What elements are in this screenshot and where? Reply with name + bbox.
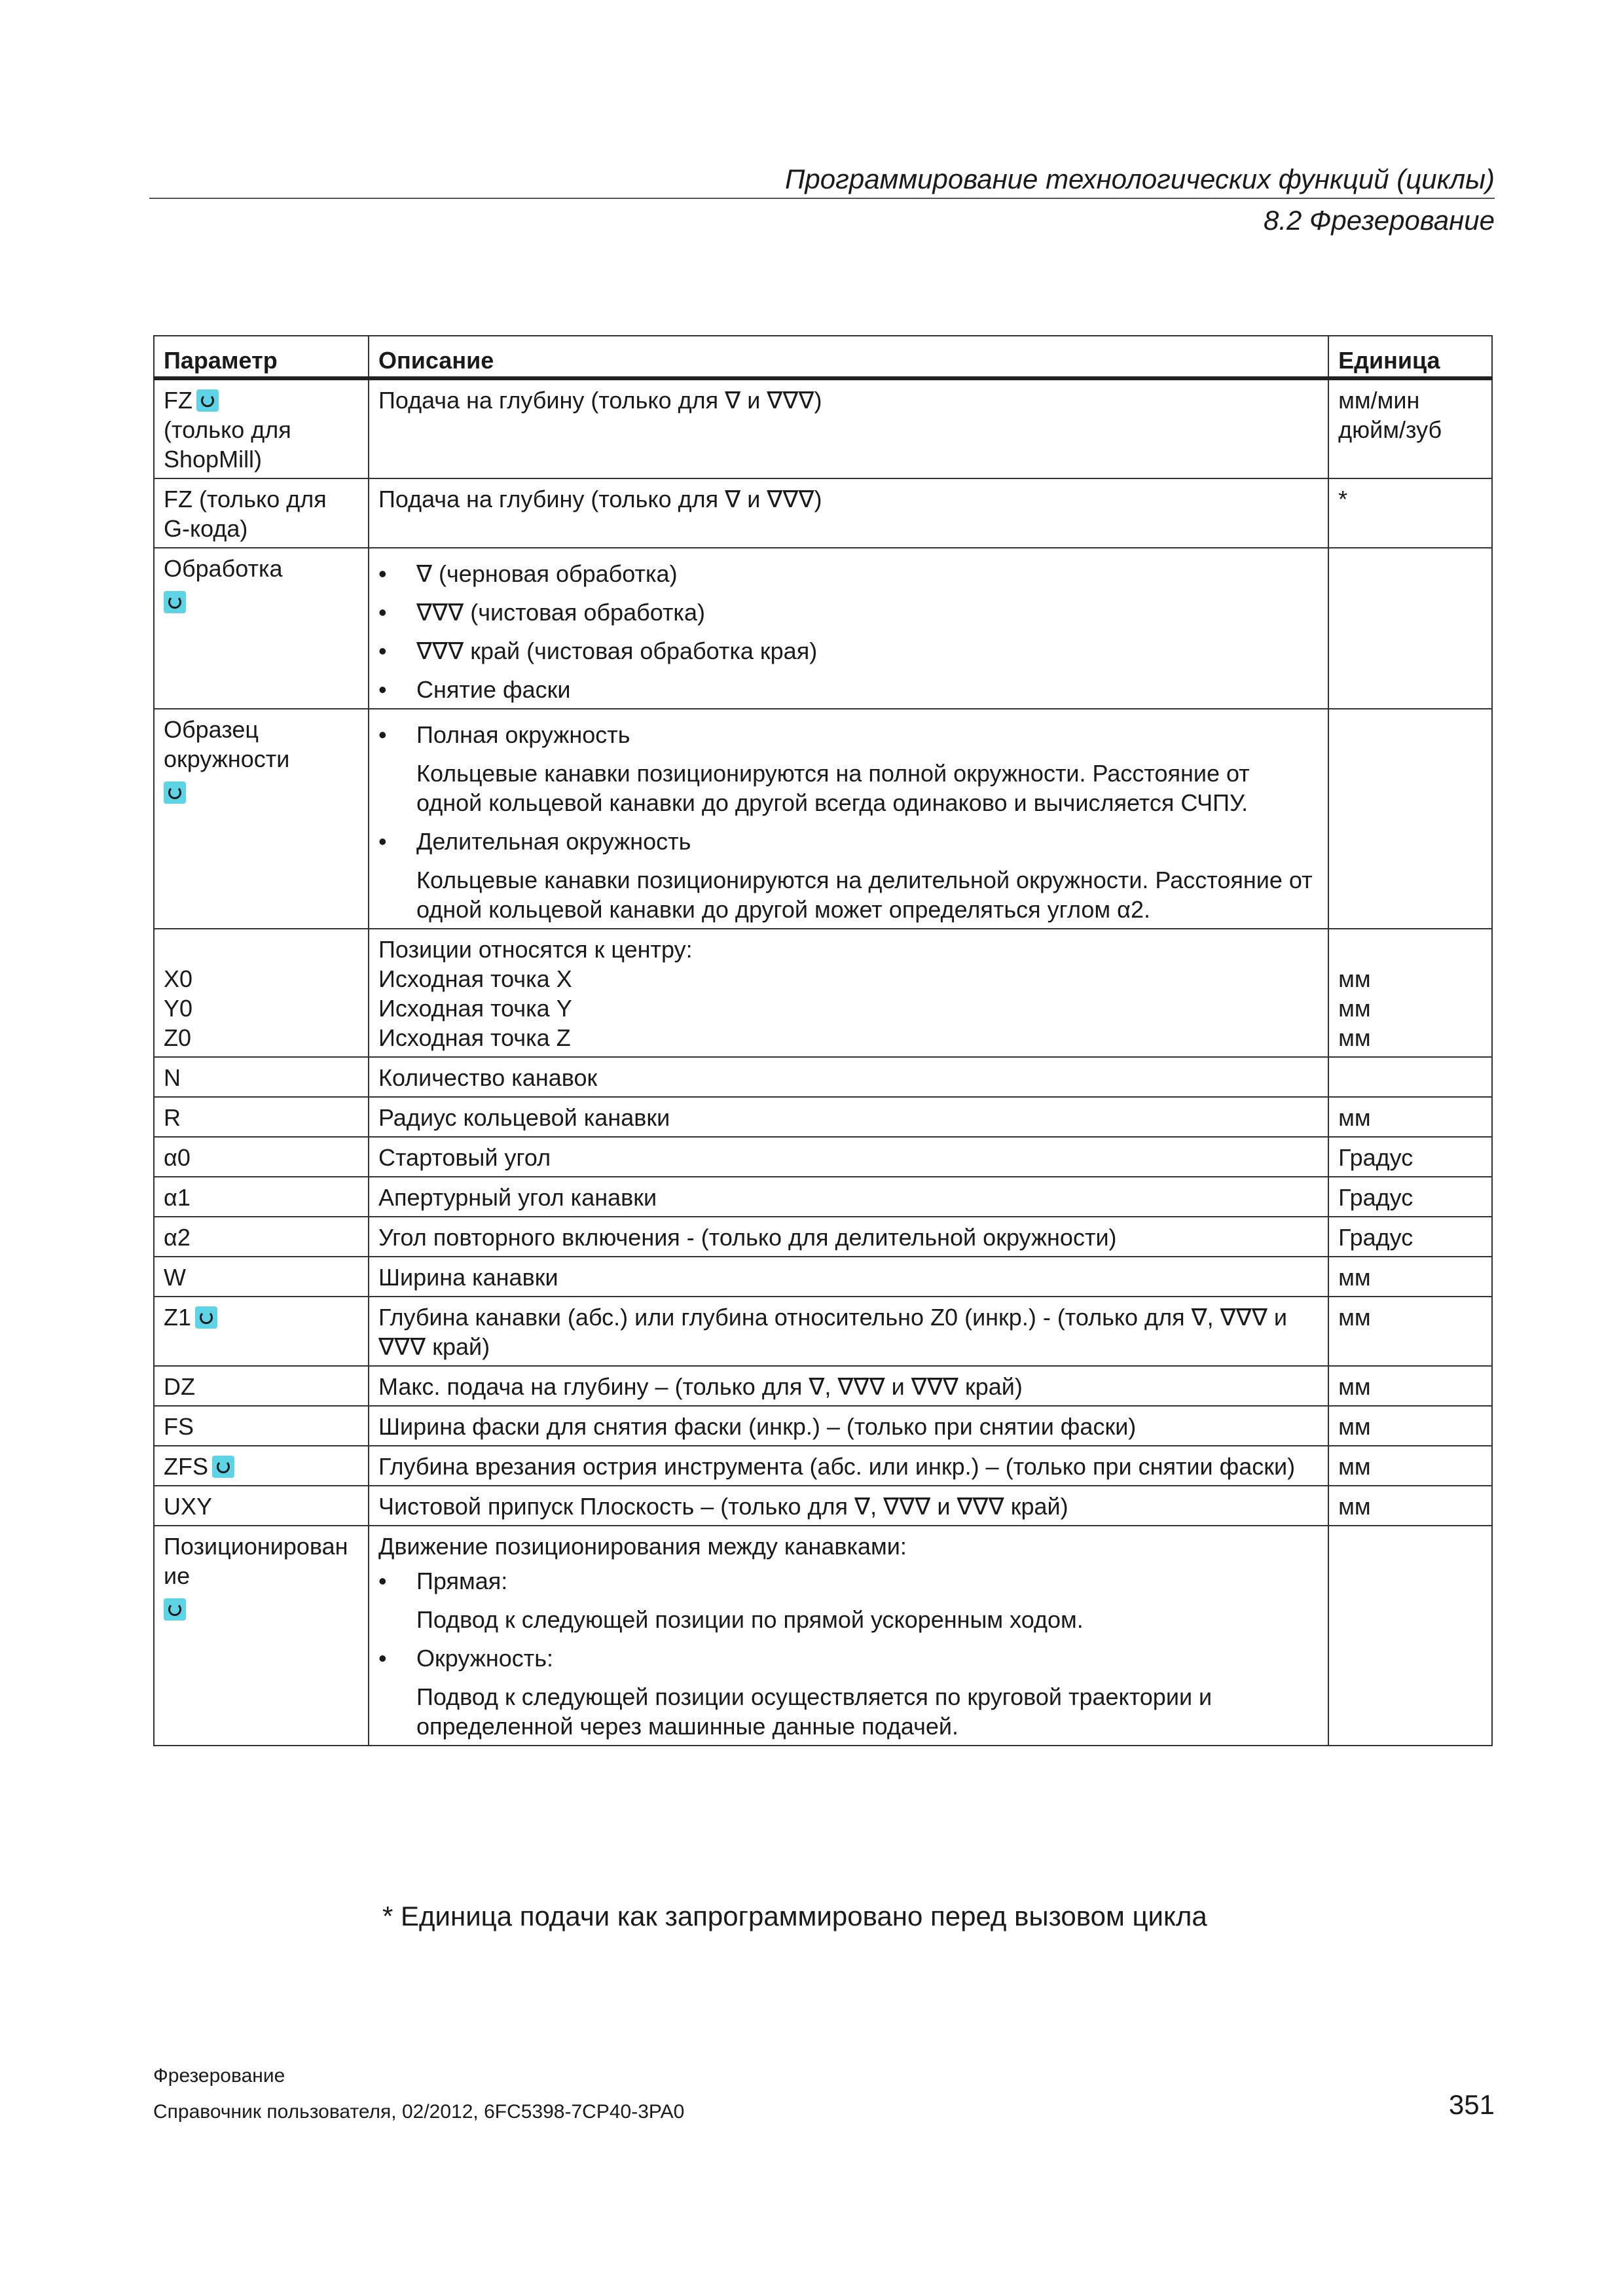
table-row [154,1177,1492,1217]
param-cell: FS [154,1406,369,1446]
unit-cell: Градус [1328,1137,1492,1177]
positions-intro: Позиции относятся к центру: [378,936,693,963]
parameter-table [153,335,1493,1746]
bullet-text: Полная окружность [416,721,630,748]
table-row [154,548,1492,709]
desc-cell: Ширина канавки [369,1257,1328,1297]
unit-cell [1328,1526,1492,1746]
column-header-parameter: Параметр [154,336,369,378]
desc-cell [369,1526,1328,1746]
bullet-icon: • [378,676,387,703]
unit-cell [1328,378,1492,478]
param-cell: N [154,1057,369,1097]
table-row [154,1297,1492,1366]
table-row [154,1486,1492,1526]
unit-cell [1328,1057,1492,1097]
unit-value: мм [1338,965,1371,992]
bullet-explanation: Кольцевые канавки позиционируются на делительной окружности. Расстояние от одной кольцевой канавки до другой может определяться углом α2. [416,867,1313,923]
table-row [154,1217,1492,1257]
param-cell [154,1446,369,1486]
param-cell [154,378,369,478]
bullet-explanation: Кольцевые канавки позиционируются на полной окружности. Расстояние от одной кольцевой канавки до другой всегда одинаково и вычисляется СЧПУ. [416,760,1250,816]
param-name: ZFS [164,1453,208,1480]
bullet-explanation: Подвод к следующей позиции по прямой ускоренным ходом. [416,1606,1084,1633]
bullet-item [378,598,1319,627]
param-name: Образец окружности [164,716,290,772]
desc-cell: Угол повторного включения - (только для делительной окружности) [369,1217,1328,1257]
param-cell: α2 [154,1217,369,1257]
unit-cell: мм [1328,1366,1492,1406]
bullet-text: Делительная окружность [416,828,691,855]
desc-cell: Глубина врезания острия инструмента (абс. или инкр.) – (только при снятии фаски) [369,1446,1328,1486]
unit-value: мм/мин [1338,387,1420,414]
param-cell [154,929,369,1057]
running-header-chapter: Программирование технологических функций (циклы) [784,164,1495,194]
unit-cell [1328,709,1492,929]
param-cell: DZ [154,1366,369,1406]
desc-text: Исходная точка Z [378,1024,571,1051]
table-row [154,1097,1492,1137]
bullet-text: ∇∇∇ (чистовая обработка) [416,599,705,626]
param-cell: FZ (только для G-кода) [154,478,369,548]
desc-cell [369,929,1328,1057]
desc-cell: Подача на глубину (только для ∇ и ∇∇∇) [369,378,1328,478]
unit-cell: мм [1328,1486,1492,1526]
param-name: Z0 [164,1024,192,1051]
unit-cell: * [1328,478,1492,548]
desc-cell: Подача на глубину (только для ∇ и ∇∇∇) [369,478,1328,548]
page-number: 351 [1448,2089,1495,2120]
param-cell: R [154,1097,369,1137]
bullet-icon: • [378,560,387,587]
desc-text: Исходная точка Y [378,995,572,1022]
bullet-item [378,636,1319,666]
bullet-explanation: Подвод к следующей позиции осуществляется по круговой траектории и определенной через машинные данные подачей. [416,1683,1213,1740]
table-row [154,929,1492,1057]
param-cell: α1 [154,1177,369,1217]
header-rule [149,198,1495,199]
desc-cell: Апертурный угол канавки [369,1177,1328,1217]
bullet-item [378,1566,1319,1596]
cycle-toggle-icon [164,781,186,804]
param-name: Позиционирован ие [164,1533,348,1589]
unit-value: мм [1338,1024,1371,1051]
param-cell: α0 [154,1137,369,1177]
param-cell [154,1297,369,1366]
desc-cell: Макс. подача на глубину – (только для ∇, ∇∇∇ и ∇∇∇ край) [369,1366,1328,1406]
bullet-icon: • [378,1645,387,1672]
bullet-item [378,559,1319,588]
bullet-text: ∇ (черновая обработка) [416,560,678,587]
table-row [154,1366,1492,1406]
param-cell [154,709,369,929]
unit-cell: мм [1328,1297,1492,1366]
bullet-item [378,1643,1319,1673]
table-row [154,1257,1492,1297]
desc-cell: Радиус кольцевой канавки [369,1097,1328,1137]
bullet-item [378,827,1319,856]
desc-cell [369,709,1328,929]
param-name: Y0 [164,995,193,1022]
table-row [154,1406,1492,1446]
unit-cell: мм [1328,1257,1492,1297]
table-header-row [154,336,1492,378]
desc-cell: Глубина канавки (абс.) или глубина относительно Z0 (инкр.) - (только для ∇, ∇∇∇ и ∇∇∇ край) [369,1297,1328,1366]
desc-cell: Стартовый угол [369,1137,1328,1177]
desc-text: Исходная точка X [378,965,572,992]
table-row [154,1526,1492,1746]
cycle-toggle-icon [164,1598,186,1621]
table-row [154,1446,1492,1486]
cycle-toggle-icon [164,591,186,613]
table-row [154,709,1492,929]
cycle-toggle-icon [195,1306,217,1329]
table-row [154,478,1492,548]
bullet-item [378,720,1319,749]
running-header-section: 8.2 Фрезерование [1263,205,1495,236]
bullet-icon: • [378,828,387,855]
param-cell [154,1526,369,1746]
unit-value: дюйм/зуб [1338,416,1442,443]
footer-title: Фрезерование [153,2065,285,2087]
cycle-toggle-icon [196,389,219,412]
bullet-text: Прямая: [416,1568,508,1594]
param-note: (только для ShopMill) [164,416,291,473]
bullet-icon: • [378,721,387,748]
column-header-unit: Единица [1328,336,1492,378]
param-cell: W [154,1257,369,1297]
bullet-text: ∇∇∇ край (чистовая обработка края) [416,637,818,664]
table-footnote: * Единица подачи как запрограммировано перед вызовом цикла [382,1901,1207,1931]
unit-cell: мм [1328,1446,1492,1486]
positioning-intro: Движение позиционирования между канавками: [378,1533,907,1560]
unit-cell: Градус [1328,1177,1492,1217]
footer-manual-info: Справочник пользователя, 02/2012, 6FC5398-7CP40-3PA0 [153,2101,685,2123]
bullet-text: Окружность: [416,1645,553,1672]
table-row [154,1137,1492,1177]
param-name: FZ [164,387,192,414]
desc-cell: Ширина фаски для снятия фаски (инкр.) – (только при снятии фаски) [369,1406,1328,1446]
bullet-text: Снятие фаски [416,676,571,703]
param-name: Z1 [164,1304,192,1331]
bullet-item [378,675,1319,704]
bullet-icon: • [378,1568,387,1594]
table-row [154,1057,1492,1097]
desc-cell [369,548,1328,709]
cycle-toggle-icon [212,1456,234,1478]
unit-cell [1328,929,1492,1057]
param-name: X0 [164,965,193,992]
unit-cell: мм [1328,1406,1492,1446]
table-row [154,378,1492,478]
bullet-icon: • [378,637,387,664]
unit-cell [1328,548,1492,709]
param-name: Обработка [164,555,283,582]
column-header-description: Описание [369,336,1328,378]
unit-cell: мм [1328,1097,1492,1137]
bullet-icon: • [378,599,387,626]
unit-value: мм [1338,995,1371,1022]
param-cell: UXY [154,1486,369,1526]
desc-cell: Количество канавок [369,1057,1328,1097]
desc-cell: Чистовой припуск Плоскость – (только для ∇, ∇∇∇ и ∇∇∇ край) [369,1486,1328,1526]
param-cell [154,548,369,709]
unit-cell: Градус [1328,1217,1492,1257]
